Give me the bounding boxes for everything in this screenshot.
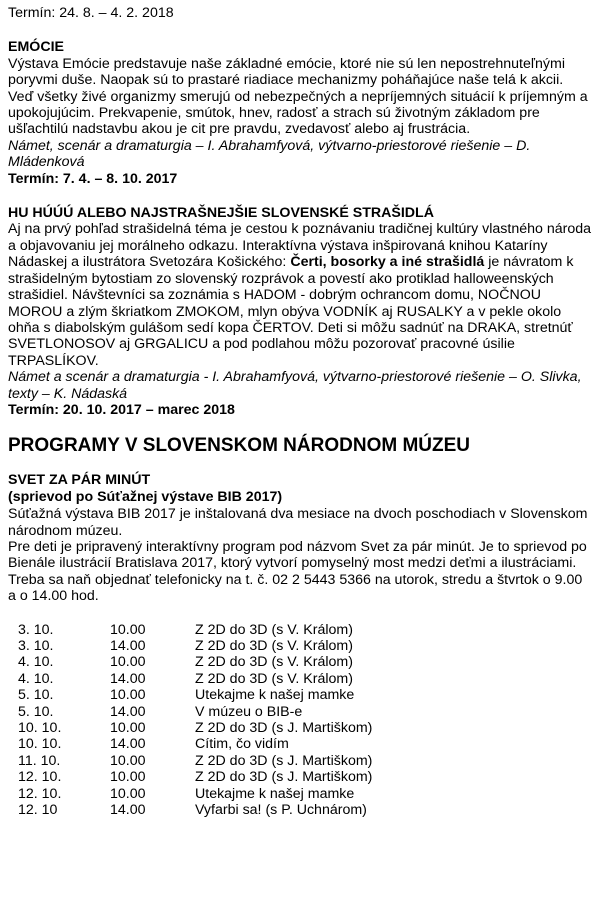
program-paragraph-2: Pre deti je pripravený interaktívny program pod názvom Svet za pár minút. Je to sprievod po Bienále ilustrácií Bratislava 2017, ktorý vytvorí pomyselný most medzi deťmi a ilustráciami. Treba sa naň objednať telefonicky na t. č. 02 2 5443 5366 na utorok, stredu a štvrtok o 9.00 a o 14.00 hod. xyxy=(8,538,587,605)
hu-body xyxy=(8,221,592,369)
schedule-date: 11. 10. xyxy=(18,752,61,769)
emocie-body: Výstava Emócie predstavuje naše základné emócie, ktoré nie sú len nepostrehnuteľnými poryvmi duše. Naopak sú to prastaré riadiace mechanizmy poháňajúce naše telá k akcii. Veď všetky živé organizmy smerujú od nebezpečných a nepríjemných situácií k príjemným a upokojujúcim. Prekvapenie, smútok, hnev, radosť a strach sú životným základom pre ušľachtilú nadstavbu akou je cit pre pravdu, zvedavosť alebo aj frustrácia. xyxy=(8,55,588,138)
schedule-time: 10.00 xyxy=(110,621,146,638)
schedule-event: Utekajme k našej mamke xyxy=(195,687,355,704)
schedule-event: Z 2D do 3D (s V. Králom) xyxy=(195,621,353,638)
schedule-event: Utekajme k našej mamke xyxy=(195,785,355,802)
section-emocie xyxy=(8,39,592,187)
program-subtitle: (sprievod po Súťažnej výstave BIB 2017) xyxy=(8,488,283,505)
emocie-title: EMÓCIE xyxy=(8,39,64,56)
schedule-date: 10. 10. xyxy=(18,720,62,737)
schedule-time: 10.00 xyxy=(110,720,146,737)
schedule-date: 3. 10. xyxy=(18,638,54,654)
schedule-date: 12. 10 xyxy=(18,802,58,819)
hu-body-before: Aj na prvý pohľad strašidelná téma je cestou k poznávaniu tradičnej kultúry vlastného národa a objavovaniu jej morálneho odkazu. Interaktívna výstava inšpirovaná knihou Kataríny Nádaskej a ilustrátora Svetozára Košického: xyxy=(8,221,592,271)
schedule-time: 14.00 xyxy=(110,670,146,687)
schedule-row xyxy=(8,671,372,687)
schedule-row xyxy=(8,638,372,654)
schedule-date: 12. 10. xyxy=(18,769,62,786)
schedule-date: 5. 10. xyxy=(18,687,54,704)
section-programs xyxy=(8,435,592,818)
schedule-row xyxy=(8,769,372,785)
schedule-event: Z 2D do 3D (s J. Martiškom) xyxy=(195,769,373,786)
schedule-date: 10. 10. xyxy=(18,736,62,753)
schedule-row xyxy=(8,753,372,769)
schedule-date: 4. 10. xyxy=(18,670,54,687)
schedule-date: 12. 10. xyxy=(18,785,62,802)
schedule-date: 3. 10. xyxy=(18,621,54,638)
hu-credits: Námet a scenár a dramaturgia - I. Abrahamfyová, výtvarno-priestorové riešenie – O. Slivka, texty – K. Nádaská xyxy=(8,369,582,402)
schedule-time: 14.00 xyxy=(110,736,146,753)
schedule-event: Z 2D do 3D (s V. Králom) xyxy=(195,654,353,671)
schedule-time: 10.00 xyxy=(110,687,146,704)
schedule-row xyxy=(8,622,372,638)
schedule-event: Z 2D do 3D (s J. Martiškom) xyxy=(195,720,373,737)
schedule-event: Z 2D do 3D (s J. Martiškom) xyxy=(195,752,373,769)
hu-body-after: je návratom k strašidelným bytostiam zo slovenský rozprávok a povestí ako protiklad halloweenských strašidiel. Návštevníci sa zoznámia s HADOM - dobrým ochrancom domu, NOČNOU MOROU a zlým škriatkom ZMOKOM, mlyn obýva VODNÍK aj RUSALKY a v pekle okolo ohňa s diabolským gulášom sedí kopa ČERTOV. Deti si môžu sadnúť na DRAKA, stretnúť SVETLONOSOV aj GRGALICU a pod podlahou môžu pozorovať pracovné úsilie TRPASLÍKOV. xyxy=(8,254,574,369)
program-title: SVET ZA PÁR MINÚT xyxy=(8,472,151,489)
schedule-event: Cítim, čo vidím xyxy=(195,736,289,753)
hu-book-title: Čerti, bosorky a iné strašidlá xyxy=(290,254,485,271)
schedule-event: Vyfarbi sa! (s P. Uchnárom) xyxy=(195,802,367,819)
schedule-time: 14.00 xyxy=(110,703,146,720)
schedule-date: 4. 10. xyxy=(18,654,54,671)
schedule-row xyxy=(8,687,372,703)
schedule-table xyxy=(8,622,372,819)
emocie-term: Termín: 7. 4. – 8. 10. 2017 xyxy=(8,170,178,187)
schedule-time: 10.00 xyxy=(110,654,146,671)
schedule-row xyxy=(8,802,372,818)
schedule-date: 5. 10. xyxy=(18,703,54,720)
hu-title: HU HÚÚÚ ALEBO NAJSTRAŠNEJŠIE SLOVENSKÉ STRAŠIDLÁ xyxy=(8,205,434,222)
schedule-row xyxy=(8,654,372,670)
section-hu-huuu xyxy=(8,205,592,418)
top-term: Termín: 24. 8. – 4. 2. 2018 xyxy=(8,5,174,21)
schedule-time: 14.00 xyxy=(110,638,146,654)
hu-term: Termín: 20. 10. 2017 – marec 2018 xyxy=(8,401,235,418)
schedule-time: 10.00 xyxy=(110,752,146,769)
programs-heading: PROGRAMY V SLOVENSKOM NÁRODNOM MÚZEU xyxy=(8,435,471,457)
schedule-row xyxy=(8,786,372,802)
schedule-event: Z 2D do 3D (s V. Králom) xyxy=(195,670,353,687)
schedule-event: V múzeu o BIB-e xyxy=(195,703,303,720)
schedule-time: 14.00 xyxy=(110,802,146,819)
schedule-row xyxy=(8,704,372,720)
schedule-row xyxy=(8,720,372,736)
program-paragraph-1: Súťažná výstava BIB 2017 je inštalovaná dva mesiace na dvoch poschodiach v Slovenskom národnom múzeu. xyxy=(8,506,588,539)
emocie-credits: Námet, scenár a dramaturgia – I. Abrahamfyová, výtvarno-priestorové riešenie – D. Mládenková xyxy=(8,137,531,171)
schedule-time: 10.00 xyxy=(110,785,146,802)
schedule-event: Z 2D do 3D (s V. Králom) xyxy=(195,638,353,654)
schedule-time: 10.00 xyxy=(110,769,146,786)
schedule-row xyxy=(8,736,372,752)
